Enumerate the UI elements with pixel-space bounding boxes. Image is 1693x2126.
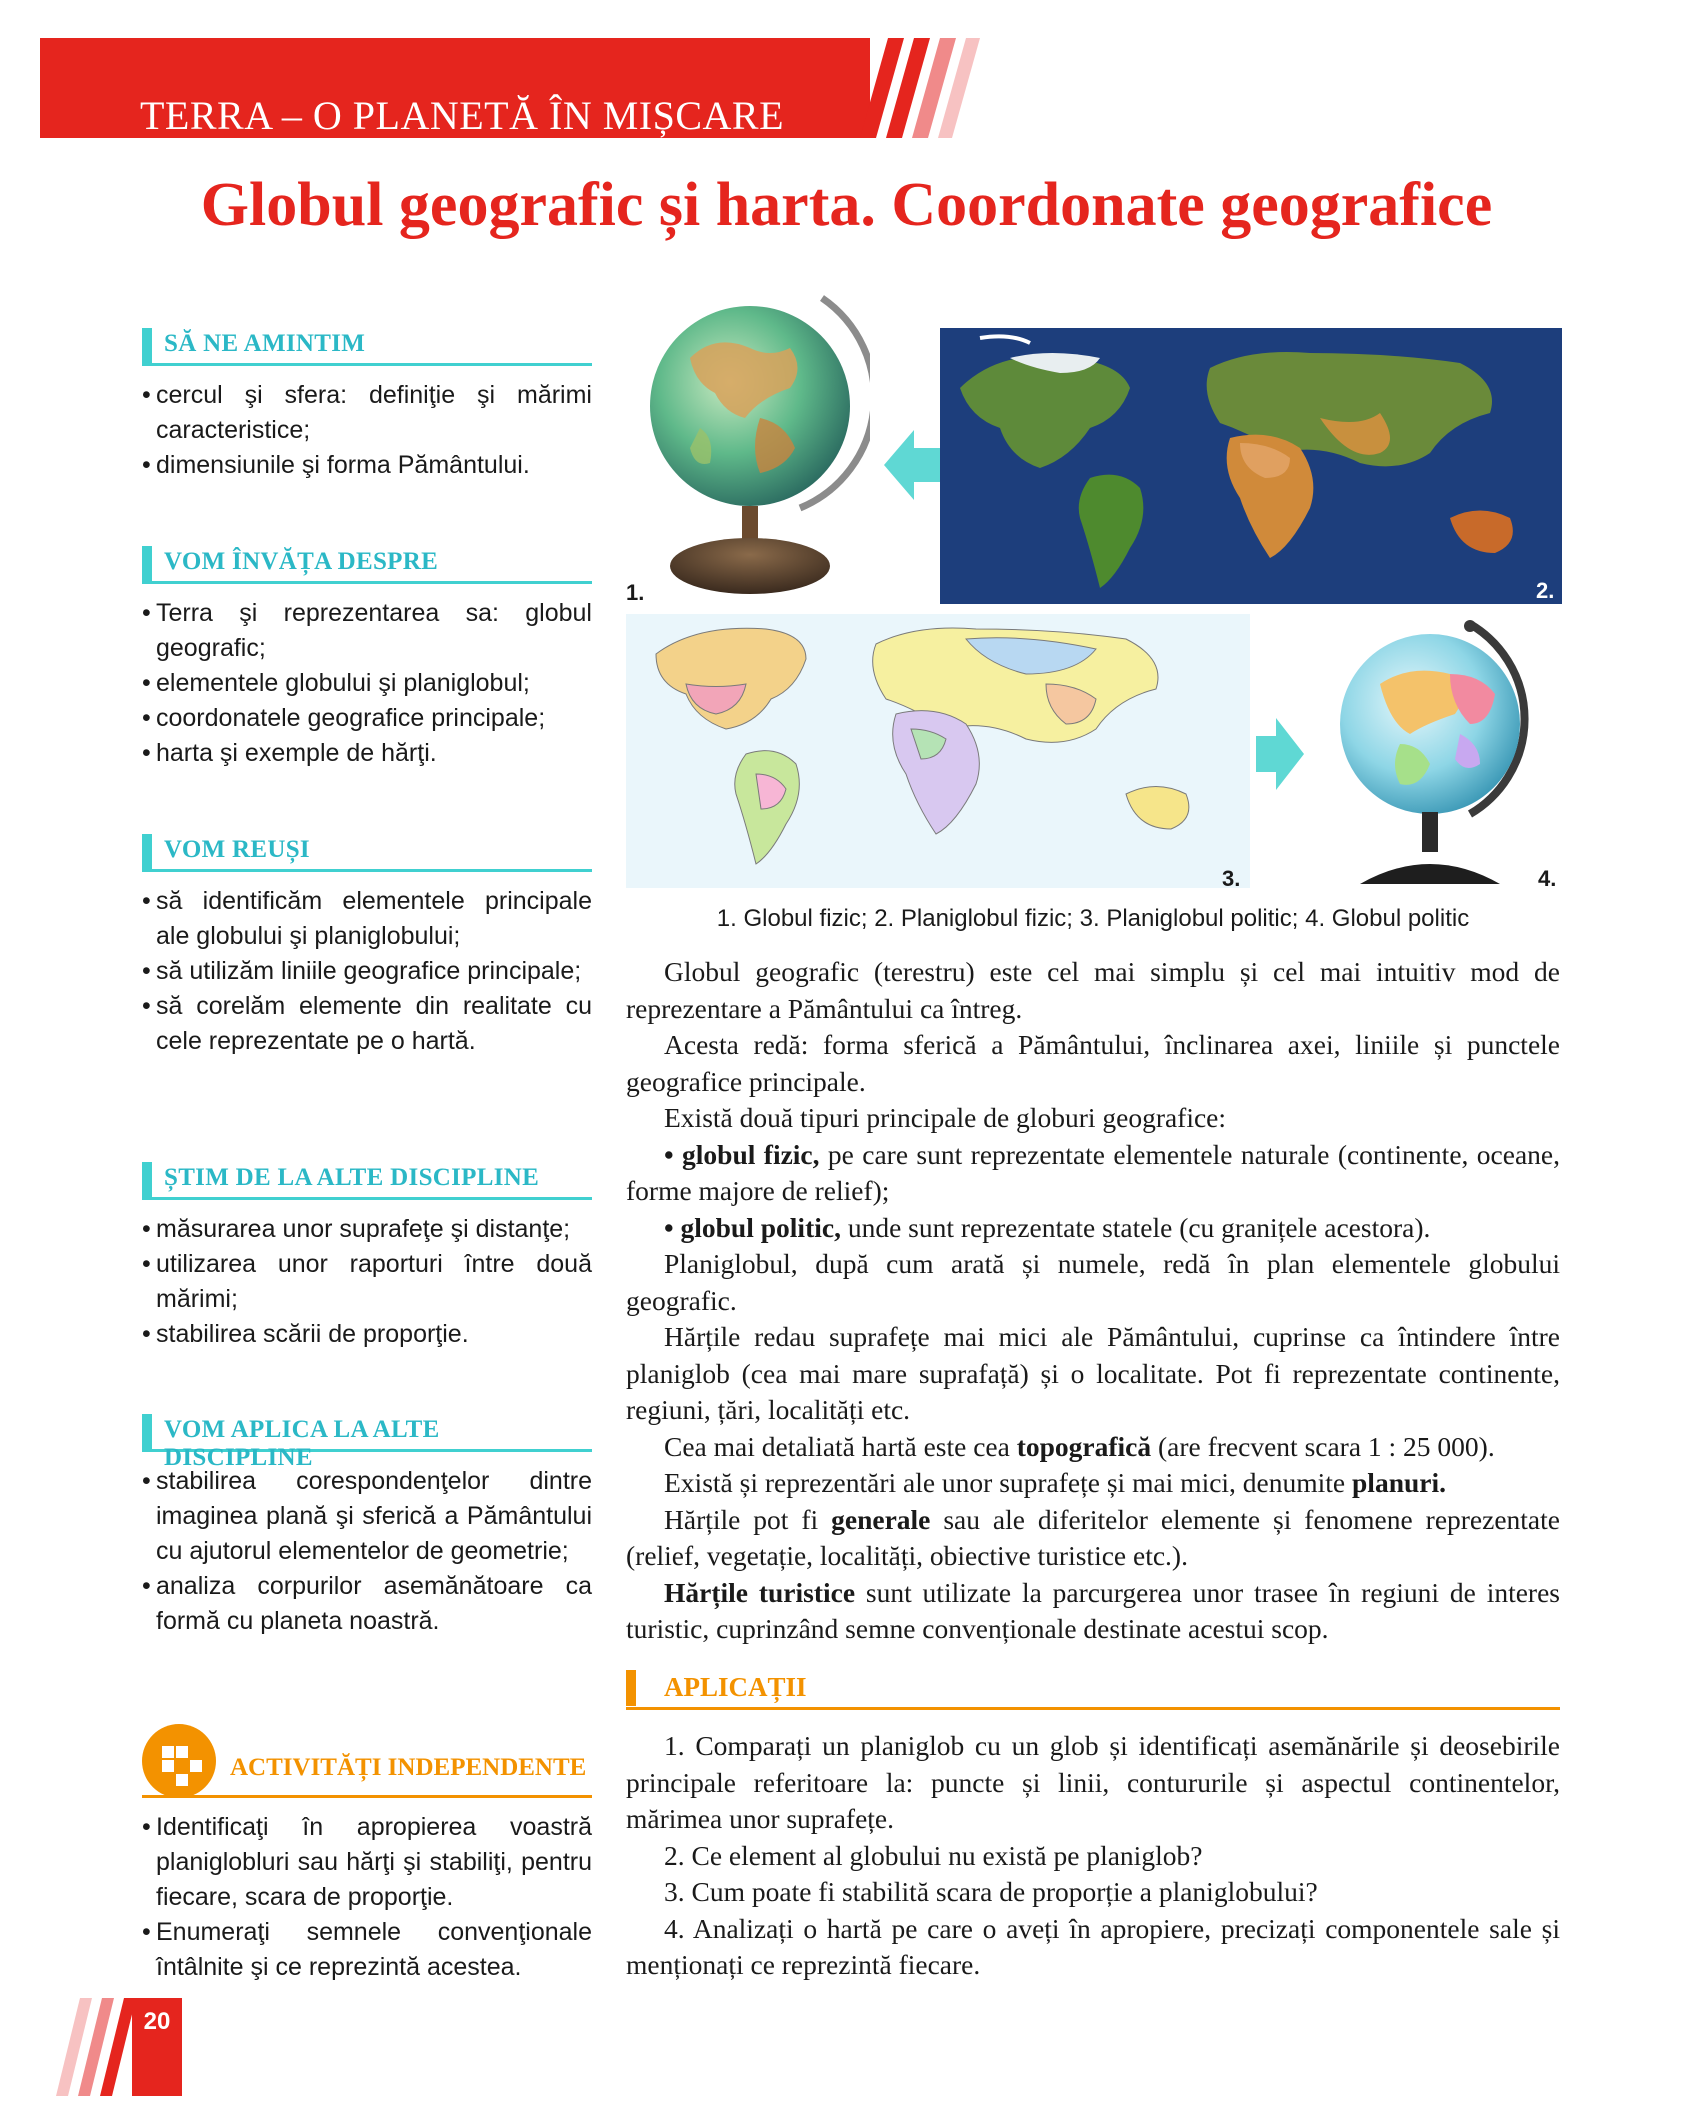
puzzle-icon [142,1724,216,1798]
heading-bar [142,328,152,364]
bullet-list [142,1212,592,1352]
section-heading [142,326,592,366]
term-globul-politic: • globul politic, [664,1211,841,1243]
heading-bar [142,1414,152,1450]
paragraph-text: (are frecvent scara 1 : 25 000). [1151,1430,1495,1462]
figure-caption: 1. Globul fizic; 2. Planiglobul fizic; 3. Planiglobul politic; 4. Globul politic [716,905,1470,932]
heading-bar [142,546,152,582]
heading-text: ȘTIM DE LA ALTE DISCIPLINE [164,1164,540,1191]
list-item: • stabilirea corespondenţelor dintre imaginea plană şi sferică a Pământului cu ajutorul elementelor de geometrie; [142,1464,592,1569]
section-other-apply [142,1412,592,1639]
list-item: • analiza corpurilor asemănătoare ca formă cu planeta noastră. [142,1569,592,1639]
list-item: • utilizarea unor raporturi între două mărimi; [142,1247,592,1317]
paragraph: Există două tipuri principale de globuri geografice: [664,1102,1227,1133]
page-number: 20 [132,1998,182,2096]
term-planuri: planuri. [1352,1467,1447,1498]
list-item: • Terra şi reprezentarea sa: globul geografic; [142,596,592,666]
paragraph [626,1575,1560,1648]
bullet-list [142,378,592,483]
applications-heading [626,1666,1560,1710]
heading-bar [142,1162,152,1198]
term-hartile-turistice: Hărțile turistice [664,1576,856,1608]
bullet-list [142,596,592,771]
list-item: • cercul şi sfera: definiţie şi mărimi caracteristice; [142,378,592,448]
list-item: • măsurarea unor suprafeţe şi distanţe; [142,1212,592,1247]
paragraph-text: unde sunt reprezentate statele (cu granițele acestora). [840,1211,1431,1243]
paragraph-text: pe care sunt reprezentate elementele naturale (continente, oceane, forme majore de relief); [626,1138,1560,1206]
section-remember [142,326,592,483]
paragraph: Acesta redă: forma sferică a Pământului, înclinarea axei, liniile și punctele geografice principale. [626,1029,1560,1097]
paragraph: Globul geografic (terestru) este cel mai simplu și cel mai intuitiv mod de reprezentare a Pământului ca întreg. [626,956,1560,1024]
heading-text: APLICAȚII [664,1672,807,1702]
political-globe-image [1320,614,1550,894]
figure-label-2: 2. [1536,578,1555,603]
list-item: • Identificaţi în apropierea voastră planiglobluri sau hărţi şi stabiliţi, pentru fiecare, scara de proporţie. [142,1810,592,1915]
list-item: • să identificăm elementele principale ale globului şi planiglobului; [142,884,592,954]
arrow-left-icon [884,430,944,500]
heading-text: SĂ NE AMINTIM [164,330,366,357]
paragraph [626,1429,1560,1466]
paragraph-text: Hărțile pot fi [664,1503,832,1535]
term-globul-fizic: • globul fizic, [664,1138,820,1170]
application-item: 2. Ce element al globului nu există pe planiglob? [664,1839,1203,1871]
paragraph-text: sunt utilizate la parcurgerea unor trasee în regiuni de interes turistic, cuprinzând semne convenționale destinate acestui scop. [626,1576,1560,1644]
physical-globe-image [650,288,870,598]
section-heading [142,544,592,584]
paragraph [626,1502,1560,1575]
list-item: • coordonatele geografice principale; [142,701,592,736]
section-succeed [142,832,592,1059]
paragraph-text: sau ale diferitelor elemente și fenomene reprezentate (relief, vegetație, localități, obiective turistice etc.). [626,1503,1560,1571]
list-item: • dimensiunile şi forma Pământului. [142,448,592,483]
physical-world-map-image [940,328,1562,604]
figure-label-3: 3. [1222,866,1241,891]
heading-bar [626,1670,636,1706]
list-item: • harta şi exemple de hărţi. [142,736,592,771]
paragraph-text: Există și reprezentări ale unor suprafețe și mai mici, denumite [664,1467,1353,1498]
page-title: Globul geografic și harta. Coordonate geografice [200,171,1493,239]
term-topografica: topografică [1016,1430,1152,1462]
arrow-right-icon [1256,718,1304,790]
section-heading [142,1412,592,1471]
figure-label-1: 1. [626,580,645,605]
header-stripes [860,38,990,138]
heading-bar [142,834,152,870]
heading-text: VOM REUȘI [164,836,310,863]
section-heading [142,1160,592,1200]
bullet-list [142,1464,592,1639]
heading-text: ACTIVITĂȚI INDEPENDENTE [230,1754,587,1781]
bullet-list [142,1810,592,1985]
paragraph [626,1137,1560,1210]
heading-text: VOM ÎNVĂȚA DESPRE [164,548,439,575]
body-text [626,954,1560,1648]
section-other-known [142,1160,592,1352]
paragraph-text: Cea mai detaliată hartă este cea [664,1430,1017,1462]
paragraph [626,1210,1560,1247]
list-item: • stabilirea scării de proporţie. [142,1317,592,1352]
application-item: 1. Comparați un planiglob cu un glob și identificați asemănările și deosebirile principale referitoare la: puncte și linii, contururile și aspectul continentelor, mărimea unor suprafețe. [626,1730,1560,1834]
section-heading [142,1724,592,1798]
list-item: • să utilizăm liniile geografice principale; [142,954,592,989]
paragraph: Planiglobul, după cum arată și numele, redă în plan elementele globului geografic. [626,1248,1560,1316]
list-item: • Enumeraţi semnele convenţionale întâlnite şi ce reprezintă acestea. [142,1915,592,1985]
applications-list [626,1728,1560,1984]
list-item: • elementele globului şi planiglobul; [142,666,592,701]
term-generale: generale [831,1503,931,1535]
chapter-title: TERRA – O PLANETĂ ÎN MIȘCARE [140,93,785,138]
section-activities [142,1724,592,1985]
political-world-map-image [626,614,1250,888]
section-heading [142,832,592,872]
application-item: 3. Cum poate fi stabilită scara de proporție a planiglobului? [664,1876,1318,1907]
paragraph: Hărțile redau suprafețe mai mici ale Pământului, cuprinse ca întindere între planiglob (cea mai mare suprafață) și o localitate. Pot fi reprezentate continente, regiuni, țări, localități etc. [626,1321,1560,1425]
application-item: 4. Analizați o hartă pe care o aveți în apropiere, precizați componentele sale și menționați ce reprezintă fiecare. [626,1912,1560,1980]
bullet-list [142,884,592,1059]
heading-text: VOM APLICA LA ALTE DISCIPLINE [164,1416,440,1471]
figure-label-4: 4. [1538,866,1557,891]
section-learn [142,544,592,771]
footer-stripes [56,1998,136,2096]
list-item: • să corelăm elemente din realitate cu cele reprezentate pe o hartă. [142,989,592,1059]
paragraph [626,1465,1560,1502]
